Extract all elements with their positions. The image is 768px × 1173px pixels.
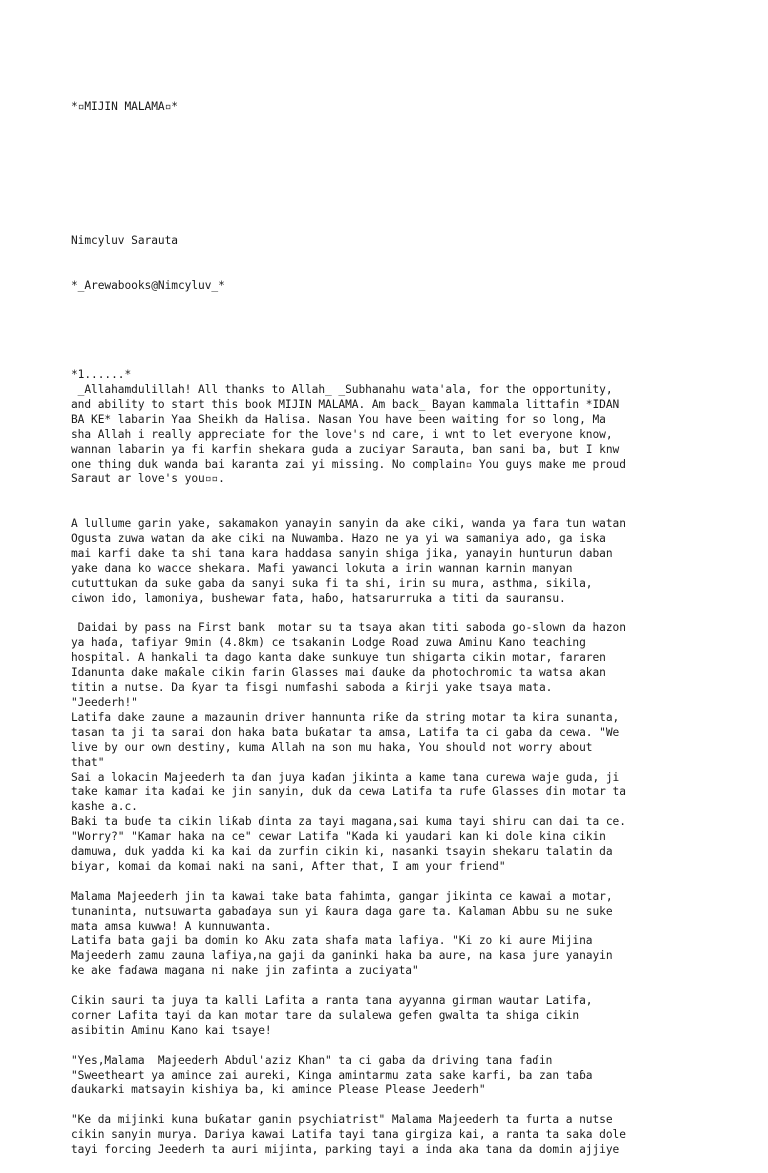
blank-line [71,502,711,517]
text-line: corner Lafita tayi da kan motar tare da sulalewa gefen gwalta ta shiga cikin [71,1008,580,1022]
text-line: ya haɗa, tafiyar 9min (4.8km) ce tsakanin Lodge Road zuwa Aminu Kano teaching [71,636,586,650]
text-line: ɗaukarki matsayin kishiya ba, ki amince Please Please Jeederh" [71,1083,486,1097]
text-line: mai karfi dake ta shi tana kara haddasa sanyin shiga jika, yanayin hunturun daban [71,546,613,560]
text-line: biyar, komai da komai naki na sani, After that, I am your friend" [71,859,506,873]
text-line: mata amsa kuwwa! A kunnuwanta. [71,919,272,933]
text-line: *1......* [71,368,132,382]
text-line: Sai a lokacin Majeederh ta ɗan juya kaɗan jikinta a kame tana curewa waje guda, ji [71,770,620,784]
blank-line [71,323,711,338]
text-line: cututtukan da suke gaba da sanyi suka fi ta shi, irin su mura, asthma, sikila, [71,576,593,590]
text-line: cikin sanyin murya. Dariya kawai Latifa tayi tana girgiza kai, a ranta ta saka dole [71,1128,626,1142]
blank-line [71,875,711,890]
text-line: _Allahamdulillah! All thanks to Allah_ _Subhanahu wata'ala, for the opportunity, [71,382,613,396]
text-line: "Jeederh!" [71,695,138,709]
text-line: "Ke da mijinki kuna buƙatar ganin psychiatrist" Malama Majeederh ta furta a nutse [71,1113,613,1127]
text-line: tasan ta ji ta sarai don haka bata buƙatar ta amsa, Latifa ta ci gaba da cewa. "We [71,725,620,739]
blank-line [71,189,711,204]
text-line: hospital. A hankali ta dago kanta dake sunkuye tun shigarta cikin motar, fararen [71,651,606,665]
text-line: Idanunta dake maƙale cikin farin Glasses mai ɗauke da photochromic ta watsa akan [71,666,606,680]
blank-line [71,145,711,160]
text-line: ciwon ido, lamoniya, bushewar fata, haɓo, hatsarurruka a titi da sauransu. [71,591,566,605]
blank-line [71,1039,711,1054]
text-line: ke ake faɗawa magana ni nake jin zafinta a zuciyata" [71,964,419,978]
text-line: Saraut ar love's you▫▫. [71,472,225,486]
author-name: Nimcyluv Sarauta [71,233,178,247]
blank-line [71,1098,711,1113]
text-line: asibitin Aminu Kano kai tsaye! [71,1023,272,1037]
text-line: that" [71,755,105,769]
text-line: damuwa, duk yadda ki ka kai da zurfin cikin ki, nasanki tsayin shekaru talatin da [71,845,613,859]
text-line: live by our own destiny, kuma Allah na son mu haka, You should not worry about [71,740,593,754]
text-line: yake dana ko wacce shekara. Mafi yawanci lokuta a irin wannan karnin manyan [71,561,573,575]
text-line: sha Allah i really appreciate for the love's nd care, i wnt to let everyone know, [71,427,613,441]
document-page [71,70,711,1173]
blank-line [71,979,711,994]
text-line: tayi forcing Jeederh ta auri mijinta, parking tayi a inda aka tana da domin ajjiye [71,1143,620,1157]
document-title: *▫MIJIN MALAMA▫* [71,99,178,113]
text-line: one thing duk wanda bai karanta zai yi missing. No complain▫ You guys make me proud [71,457,626,471]
text-line: tunaninta, nutsuwarta gabaɗaya sun yi ƙaura daga gare ta. Kalaman Abbu su ne suke [71,904,613,918]
text-line: and ability to start this book MIJIN MALAMA. Am back_ Bayan kammala littafin *IDAN [71,397,620,411]
blank-line [71,607,711,622]
text-line: Ogusta zuwa watan da ake ciki na Nuwamba. Hazo ne ya yi wa samaniya ado, ga iska [71,532,606,546]
text-line: Latifa bata gaji ba domin ko Aku zata shafa mata lafiya. "Ki zo ki aure Mijina [71,934,593,948]
text-line: BA KE* labarin Yaa Sheikh da Halisa. Nasan You have been waiting for so long, Ma [71,412,606,426]
text-line: wannan labarin ya fi karfin shekara guda a zuciyar Sarauta, ban sani ba, but I knw [71,442,620,456]
text-line: Cikin sauri ta juya ta kalli Lafita a ranta tana ayyanna girman wautar Latifa, [71,994,593,1008]
blank-line [71,487,711,502]
text-line: "Yes,Malama Majeederh Abdul'aziz Khan" ta ci gaba da driving tana faɗin [71,1053,553,1067]
author-handle: *_Arewabooks@Nimcyluv_* [71,278,225,292]
text-line: Daidai by pass na First bank motar su ta tsaya akan titi saboda go-slown da hazon [71,621,626,635]
text-line: "Worry?" "Kamar haka na ce" cewar Latifa "Kada ki yaudari kan ki dole kina cikin [71,830,606,844]
text-line: "Sweetheart ya amince zai aureki, Kinga amintarmu zata sake karfi, ba zan taɓa [71,1068,593,1082]
text-line: kashe a.c. [71,800,138,814]
text-line: Malama Majeederh jin ta kawai take bata fahimta, gangar jikinta ce kawai a motar, [71,889,613,903]
document-body [71,368,711,1158]
text-line: Latifa dake zaune a mazaunin driver hannunta riƙe da string motar ta kira sunanta, [71,710,620,724]
text-line: A lullume garin yake, sakamakon yanayin sanyin da ake ciki, wanda ya fara tun watan [71,517,626,531]
text-line: Majeederh zamu zauna lafiya,na gaji da ganinki haka ba aure, na kasa jure yanayin [71,949,613,963]
text-line: Baki ta buɗe ta cikin liƙab ɗinta za tayi magana,sai kuma tayi shiru can dai ta ce. [71,815,626,829]
text-line: titin a nutse. Da ƙyar ta fisgi numfashi saboda a ƙirji yake tsaya mata. [71,681,553,695]
text-line: take kamar ita kaɗai ke jin sanyin, duk da cewa Latifa ta rufe Glasses ɗin motar ta [71,785,626,799]
